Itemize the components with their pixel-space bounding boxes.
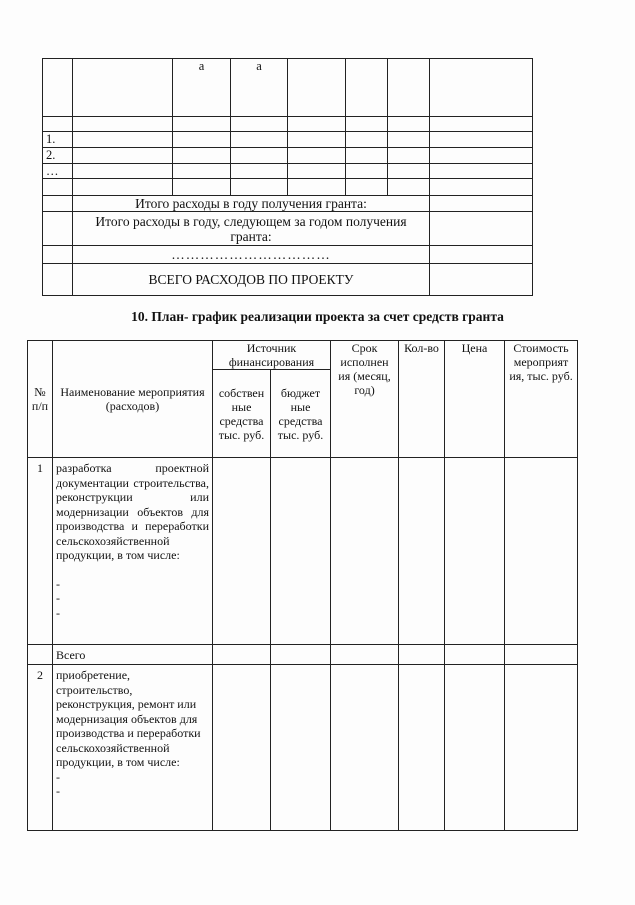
list-item: - — [56, 591, 60, 605]
row-name: приобретение, строительство, реконструкция, ремонт или модернизация объектов для производства и переработки сельскохозяйственной продукции, в том числе: — [56, 668, 201, 769]
expenses-table — [42, 58, 533, 296]
header-budget-funds: бюджет ные средства тыс. руб. — [271, 370, 331, 458]
total-row-next-year — [43, 212, 533, 246]
header-cell: а — [173, 59, 231, 117]
row-name-cell — [53, 665, 213, 831]
table-row-total — [28, 645, 578, 665]
section-heading: 10. План- график реализации проекта за счет средств гранта — [131, 309, 504, 324]
row-name: разработка проектной документации строительства, реконструкции или модернизации объектов для производства и переработки сельскохозяйственной продукции, в том числе: — [56, 461, 209, 562]
table-row — [43, 132, 533, 148]
plan-schedule-table — [27, 340, 578, 831]
project-total-label: ВСЕГО РАСХОДОВ ПО ПРОЕКТУ — [73, 264, 430, 296]
table-row — [43, 148, 533, 164]
row-number: 2 — [28, 665, 53, 831]
row-number: 1 — [28, 458, 53, 645]
table-row — [28, 665, 578, 831]
list-item: - — [56, 576, 60, 591]
table-row — [43, 179, 533, 196]
header-cell: а — [231, 59, 288, 117]
row-name-cell — [53, 458, 213, 645]
total-row-grant-year — [43, 196, 533, 212]
plan-header-row — [28, 341, 578, 370]
header-term: Срок исполнен ия (месяц, год) — [331, 341, 399, 458]
row-number: 1. — [43, 132, 73, 148]
header-num: № п/п — [28, 341, 53, 458]
total-next-year-label: Итого расходы в году, следующем за годом получения гранта: — [73, 212, 430, 246]
header-source: Источник финансирования — [213, 341, 331, 370]
dots-placeholder: …………………………… — [73, 246, 430, 264]
header-price: Цена — [445, 341, 505, 458]
header-name: Наименование мероприятия (расходов) — [53, 341, 213, 458]
list-item: - — [56, 769, 60, 784]
header-cost: Стоимость мероприят ия, тыс. руб. — [505, 341, 578, 458]
project-total-row — [43, 264, 533, 296]
row-number: 2. — [43, 148, 73, 164]
header-own-funds: собствен ные средства тыс. руб. — [213, 370, 271, 458]
row-number — [28, 645, 53, 665]
row-total-label: Всего — [53, 645, 213, 665]
list-item: - — [56, 605, 60, 620]
list-item: - — [56, 784, 60, 798]
total-grant-year-label: Итого расходы в году получения гранта: — [73, 196, 430, 212]
table-row — [43, 117, 533, 132]
header-qty: Кол-во — [399, 341, 445, 458]
table-header-row — [43, 59, 533, 117]
dots-row — [43, 246, 533, 264]
table-row — [28, 458, 578, 645]
table-row — [43, 164, 533, 179]
row-number: … — [43, 164, 73, 179]
